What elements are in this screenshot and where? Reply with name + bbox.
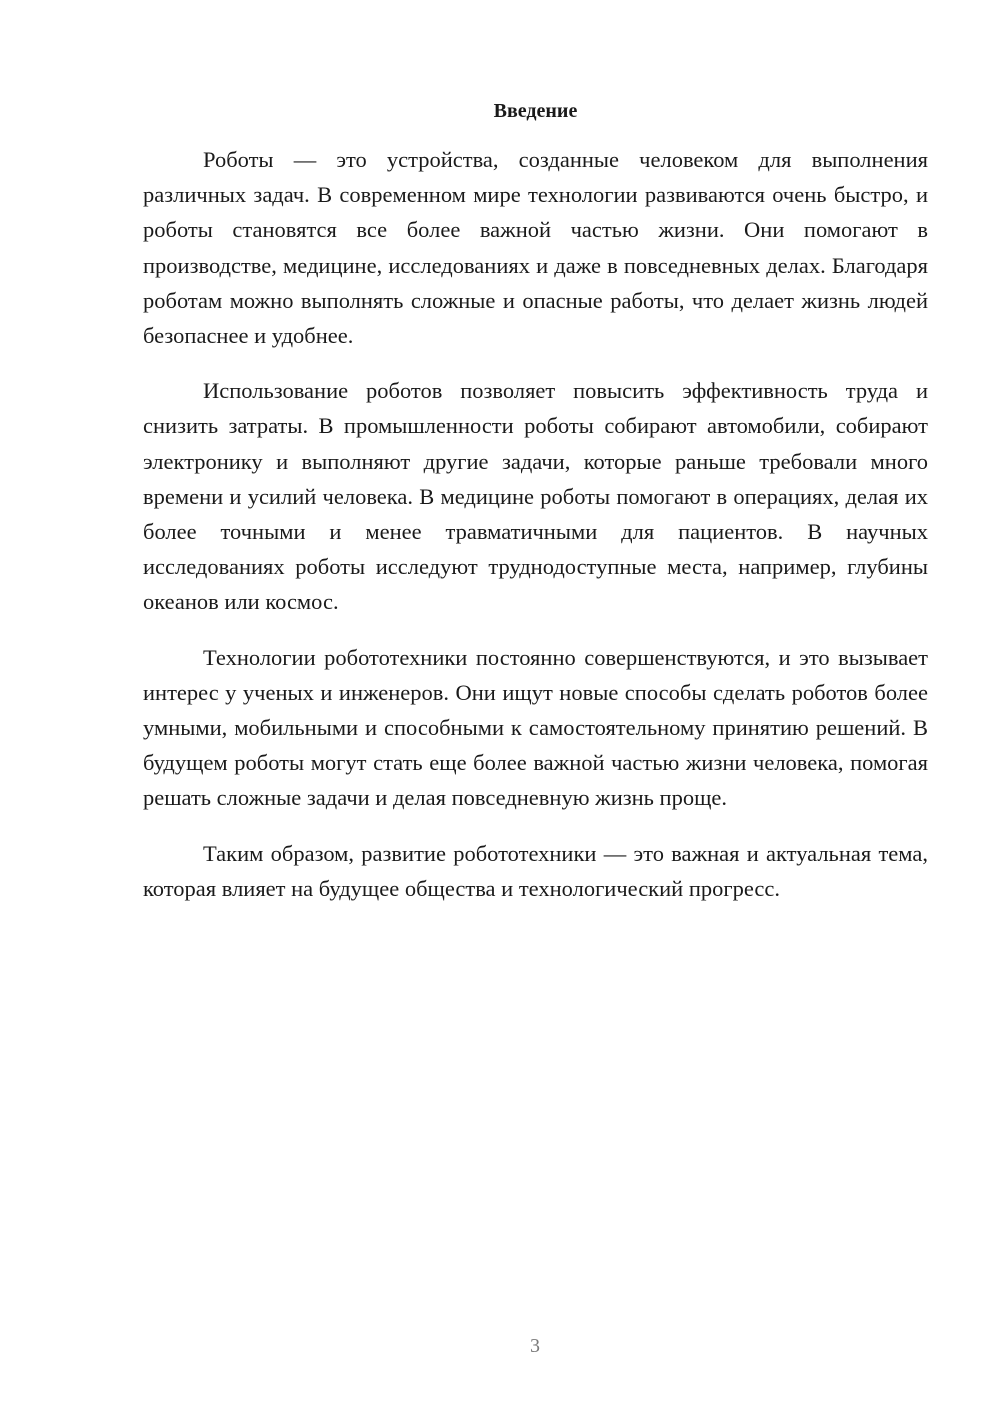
paragraph-1: Роботы — это устройства, созданные человеком для выполнения различных задач. В современном мире технологии развиваются очень быстро, и роботы становятся все более важной частью жизни. Они помогают в производстве, медицине, исследованиях и даже в повседневных делах. Благодаря роботам можно выполнять сложные и опасные работы, что делает жизнь людей безопаснее и удобнее. [143,147,928,349]
paragraph-3: Технологии робототехники постоянно совершенствуются, и это вызывает интерес у ученых и инженеров. Они ищут новые способы сделать роботов более умными, мобильными и способными к самостоятельному принятию решений. В будущем роботы могут стать еще более важной частью жизни человека, помогая решать сложные задачи и делая повседневную жизнь проще. [143,644,928,811]
body-text [143,142,928,926]
page-number: 3 [530,1335,540,1357]
section-heading: Введение [493,100,578,122]
paragraph-4: Таким образом, развитие робототехники — это важная и актуальная тема, которая влияет на будущее общества и технологический прогресс. [143,840,928,901]
paragraph-2: Использование роботов позволяет повысить эффективность труда и снизить затраты. В промышленности роботы собирают автомобили, собирают электронику и выполняют другие задачи, которые раньше требовали много времени и усилий человека. В медицине роботы помогают в операциях, делая их более точными и менее травматичными для пациентов. В научных исследованиях роботы исследуют труднодоступные места, например, глубины океанов или космос. [143,378,928,615]
